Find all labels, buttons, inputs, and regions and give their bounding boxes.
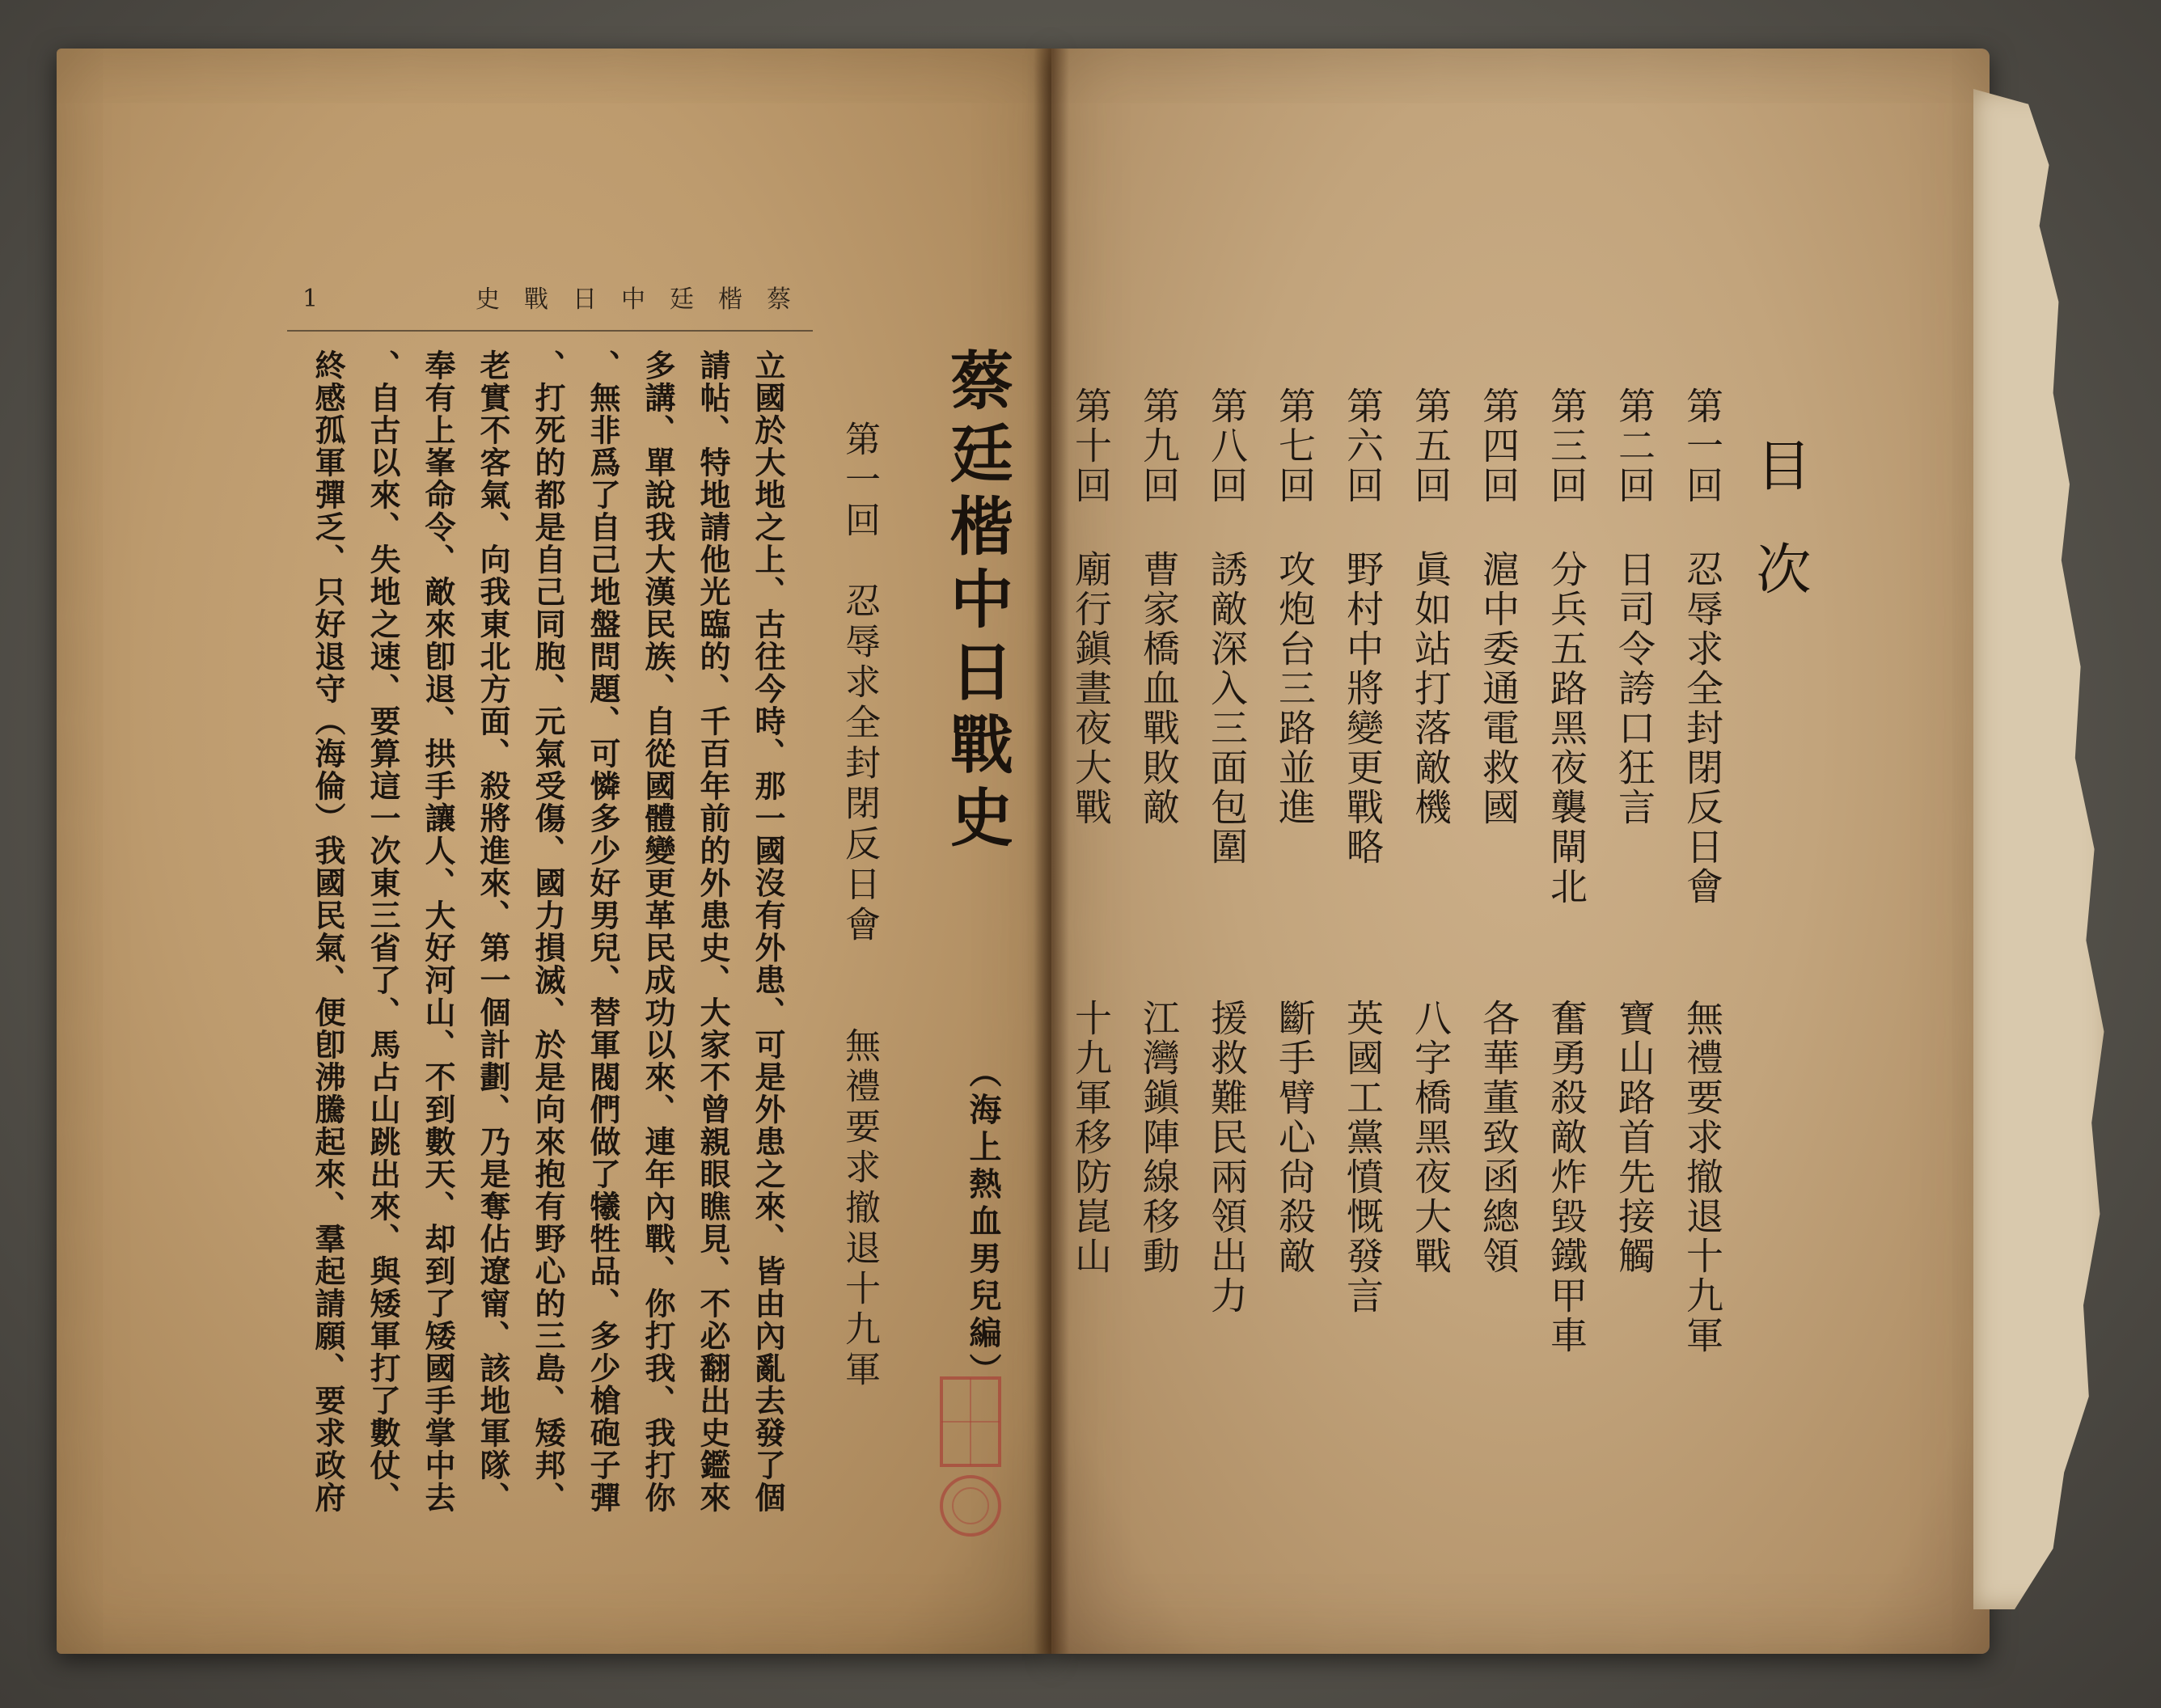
body-column: 終感孤軍彈乏、只好退守（海倫）我國民氣、便卽沸騰起來、羣起請願、要求政府 — [310, 349, 346, 1514]
toc-chapter-number: 第二回 — [1613, 387, 1656, 505]
author-credit: （海上熱血男兒編） — [964, 1055, 1002, 1390]
toc-chapter-title-b: 英國工黨憤慨發言 — [1341, 999, 1385, 1316]
toc-chapter-title-b: 各華董致函總領 — [1477, 999, 1520, 1276]
toc-chapter-title-a: 攻炮台三路並進 — [1273, 550, 1317, 827]
body-column: 、自古以來、失地之速、要算這一次東三省了、馬占山跳出來、與矮軍打了數仗、 — [365, 349, 401, 1514]
body-column: 奉有上峯命令、敵來卽退、拱手讓人、大好河山、不到數天、却到了矮國手掌中去 — [420, 349, 456, 1514]
toc-chapter-number: 第九回 — [1137, 387, 1181, 505]
body-column: 立國於大地之上、古往今時、那一國沒有外患、可是外患之來、皆由內亂去發了個 — [750, 349, 786, 1514]
right-page — [1051, 49, 1990, 1654]
toc-chapter-title-a: 誘敵深入三面包圍 — [1205, 550, 1249, 867]
book-spine — [1034, 49, 1069, 1654]
torn-page-edge — [1973, 89, 2111, 1609]
toc-chapter-number: 第一回 — [1681, 387, 1724, 505]
body-column: 、無非爲了自己地盤問題、可憐多少好男兒、替軍閥們做了犧牲品、多少槍砲子彈 — [585, 349, 621, 1514]
toc-chapter-number: 第七回 — [1273, 387, 1317, 505]
body-column: 老實不客氣、向我東北方面、殺將進來、第一個計劃、乃是奪佔遼甯、該地軍隊、 — [475, 349, 511, 1514]
toc-chapter-title-b: 援救難民兩領出力 — [1205, 999, 1249, 1316]
toc-chapter-title-a: 滬中委通電救國 — [1477, 550, 1520, 827]
toc-chapter-title-b: 江灣鎭陣線移動 — [1137, 999, 1181, 1276]
library-seal-stamp — [938, 1375, 1003, 1545]
toc-chapter-number: 第四回 — [1477, 387, 1520, 505]
header-rule — [287, 330, 813, 332]
body-column: 請帖、特地請他光臨的、千百年前的外患史、大家不曾親眼瞧見、不必翻出史鑑來 — [695, 349, 731, 1514]
chapter-heading-second: 無禮要求撤退十九軍 — [839, 1027, 880, 1391]
toc-chapter-number: 第八回 — [1205, 387, 1249, 505]
toc-chapter-title-a: 日司令誇口狂言 — [1613, 550, 1656, 827]
toc-chapter-title-b: 寶山路首先接觸 — [1613, 999, 1656, 1276]
toc-chapter-title-b: 十九軍移防崑山 — [1069, 999, 1113, 1276]
toc-chapter-number: 第六回 — [1341, 387, 1385, 505]
toc-chapter-title-b: 無禮要求撤退十九軍 — [1681, 999, 1724, 1355]
toc-chapter-title-a: 曹家橋血戰敗敵 — [1137, 550, 1181, 827]
toc-chapter-title-b: 奮勇殺敵炸毀鐵甲車 — [1545, 999, 1588, 1355]
toc-chapter-number: 第十回 — [1069, 387, 1113, 505]
toc-title: 目次 — [1747, 437, 1811, 644]
toc-chapter-title-b: 斷手臂心尙殺敵 — [1273, 999, 1317, 1276]
toc-chapter-title-b: 八字橋黑夜大戰 — [1409, 999, 1453, 1276]
toc-chapter-number: 第三回 — [1545, 387, 1588, 505]
body-column: 多講、單說我大漢民族、自從國體變更革民成功以來、連年內戰、你打我、我打你 — [640, 349, 676, 1514]
body-column: 、打死的都是自己同胞、元氣受傷、國力損滅、於是向來抱有野心的三島、矮邦、 — [530, 349, 566, 1514]
running-header: 蔡楷廷中日戰史 — [476, 285, 815, 314]
page-number: 1 — [302, 285, 319, 313]
toc-chapter-number: 第五回 — [1409, 387, 1453, 505]
toc-chapter-title-a: 野村中將變更戰略 — [1341, 550, 1385, 867]
toc-chapter-title-a: 眞如站打落敵機 — [1409, 550, 1453, 827]
toc-chapter-title-a: 廟行鎭晝夜大戰 — [1069, 550, 1113, 827]
chapter-heading-first: 第一回 忍辱求全封閉反日會 — [839, 421, 880, 946]
book-title: 蔡廷楷中日戰史 — [940, 348, 1013, 857]
toc-chapter-title-a: 分兵五路黑夜襲閘北 — [1545, 550, 1588, 907]
toc-chapter-title-a: 忍辱求全封閉反日會 — [1681, 550, 1724, 907]
